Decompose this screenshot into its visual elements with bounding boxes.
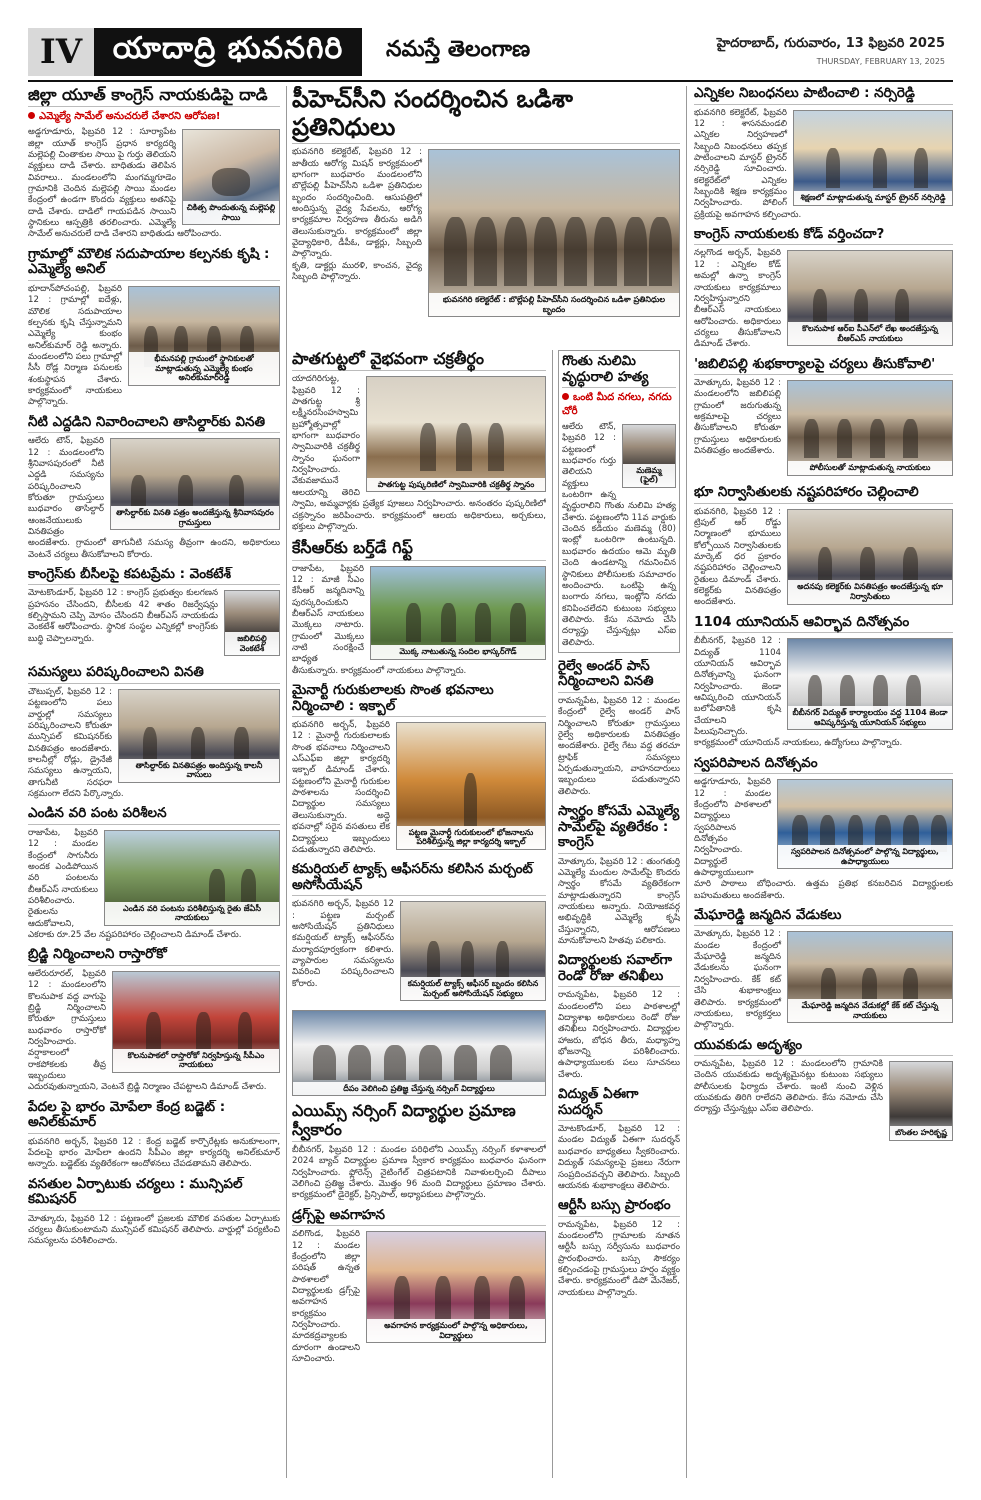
masthead-rule	[28, 80, 953, 82]
article-body: భువనగిరి కలెక్టరేట్, ఫిబ్రవరి 12 : శాసనమండలి ఎన్నికల నిర్వహణలో సిబ్బంది నిబంధనలు తప్పక పాటించాలని మాస్టర్ ట్రైనర్ నర్సిరెడ్డి సూచించారు. కలెక్టరేట్‌లో ఎన్నికల సిబ్బందికి శిక్షణ కార్యక్రమం నిర్వహించారు. పోలింగ్ ప్రక్రియపై అవగాహన కల్పించారు.	[694, 107, 802, 220]
column-3	[558, 350, 680, 1305]
column-divider	[686, 86, 687, 1478]
headline: పేదల పై భారం మోపేలా కేంద్ర బడ్జెట్ : అనిల్‌కుమార్	[28, 1100, 280, 1134]
story-odisha-delegation	[292, 86, 680, 344]
headline: నీటి ఎద్దడిని నివారించాలని తాసిల్దార్‌కు వినతి	[28, 415, 280, 434]
story-dried-paddy	[28, 806, 280, 941]
headline: కాంగ్రెస్‌కు బీసీలపై కపటప్రేమ : వెంకటేశ్	[28, 567, 280, 586]
headline: కేసీఆర్‌కు బర్త్‌డే గిఫ్ట్	[292, 539, 546, 560]
headline: 'జబిలిపల్లి శుభకార్యాలపై చర్యలు తీసుకోవాలి'	[694, 357, 953, 376]
photo	[112, 971, 280, 1073]
article-body: రామన్నపేట, ఫిబ్రవరి 12 : మండలంలోని గ్రామానికి చెందిన యువకుడు అదృశ్యమైనట్లు కుటుంబ సభ్యులు పోలీసులకు ఫిర్యాదు చేశారు. ఇంటి నుంచి వెళ్లిన యువకుడు తిరిగి రాలేదని తెలిపారు. కేసు నమోదు చేసి దర్యాప్తు చేస్తున్నట్లు ఎస్‌ఐ తెలిపారు.	[694, 1059, 883, 1115]
article-body: మోత్కూరు, ఫిబ్రవరి 12 : మండలంలోని జబిలిపల్లి గ్రామంలో జరుగుతున్న అక్రమాలపై చర్యలు తీసుకోవాలని కోరుతూ గ్రామస్తులు అధికారులకు వినతిపత్రం అందజేశారు.	[694, 378, 781, 457]
story-issues-petition	[28, 665, 280, 800]
photo	[110, 438, 280, 530]
headline: విద్యార్థులకు సవాల్‌గా రెండో రోజు తనిఖీలు	[558, 953, 680, 987]
story-aiims-nursing	[292, 1102, 546, 1202]
lead-photo	[428, 149, 680, 317]
story-youth-missing	[694, 1038, 953, 1145]
photo-caption: కొలనుపాకలో రాస్తారోకో నిర్వహిస్తున్న సీపీఎం నాయకులు	[113, 1049, 279, 1072]
bullet-icon	[562, 393, 569, 400]
headline: సమస్యలు పరిష్కరించాలని వినతి	[28, 665, 280, 684]
story-school-inspections	[558, 953, 680, 1081]
article-body: రామన్నపేట, ఫిబ్రవరి 12 : మండలంలోని పలు పాఠశాలల్లో విద్యాశాఖ అధికారులు రెండో రోజు తనిఖీలు నిర్వహించారు. విద్యార్థుల హాజరు, బోధన తీరు, మధ్యాహ్న భోజనాన్ని పరిశీలించారు. ఉపాధ్యాయులకు పలు సూచనలు చేశారు.	[558, 990, 680, 1080]
story-drugs-awareness	[292, 1208, 546, 1366]
portrait-photo	[224, 590, 280, 656]
photo-caption: భీమనపల్లి గ్రామంలో స్థానికులతో మాట్లాడుతున్న ఎమ్మెల్యే కుంభం అనిల్‌కుమార్‌రెడ్డి	[129, 352, 279, 385]
article-body: భువనగిరి అర్బన్, ఫిబ్రవరి 12 : కేంద్ర బడ్జెట్ కార్పొరేట్లకు అనుకూలంగా, పేదలపై భారం మోపేలా ఉందని సీపీఎం జిల్లా కార్యదర్శి అనిల్‌కుమార్ అన్నారు. బడ్జెట్‌కు వ్యతిరేకంగా ఆందోళనలు చేపడతామని తెలిపారు.	[28, 1136, 280, 1170]
photo-caption: దీపం వెలిగించి ప్రతిజ్ఞ చేస్తున్న నర్సింగ్ విద్యార్థులు	[293, 1082, 545, 1096]
article-body: అడ్డగూడూరు, ఫిబ్రవరి 12 : సూర్యాపేట జిల్లా యూత్ కాంగ్రెస్ ప్రధాన కార్యదర్శి మల్లెపల్లి చింతాకుల సాయి పై గుర్తు తెలియని వ్యక్తులు దాడి చేశారు. బాధితుడు తెలిపిన వివరాలు.. మండలంలోని మంగమ్మగూడెం గ్రామానికి చెందిన మల్లెపల్లి సాయి మండల కేంద్రంలో ఉండగా కొందరు వ్యక్తులు అతనిపై దాడి చేశారు. దాడిలో గాయపడిన సాయిని స్థానికులు ఆస్పత్రికి తరలించారు. ఎమ్మెల్యే సామేల్ అనుచరులే దాడి చేశారని బాధితుడు ఆరోపించారు.	[28, 127, 222, 240]
article-body: మోత్కూరు, ఫిబ్రవరి 12 : తుంగతుర్తి ఎమ్మెల్యే మందుల సామేల్‌పై కొందరు స్వార్థం కోసమే వ్యతిరేకంగా మాట్లాడుతున్నారని కాంగ్రెస్ నాయకులు అన్నారు. నియోజకవర్గ అభివృద్ధికి ఎమ్మెల్యే కృషి చేస్తున్నారని, ఆరోపణలు మానుకోవాలని హితవు పలికారు.	[558, 856, 680, 946]
article-body: భువనగిరి అర్బన్, ఫిబ్రవరి 12 : పట్టణ మర్చంట్ అసోసియేషన్ ప్రతినిధులు కమర్షియల్ ట్యాక్స్ ఆఫీసర్‌ను మర్యాదపూర్వకంగా కలిశారు. వ్యాపారుల సమస్యలను వివరించి పరిష్కరించాలని కోరారు.	[292, 899, 394, 989]
headline: కమర్షియల్ ట్యాక్స్ ఆఫీసర్‌ను కలిసిన మర్చంట్ అసోసియేషన్	[292, 862, 546, 896]
article-body: మోత్కూరు, ఫిబ్రవరి 12 : మండల కేంద్రంలో మేఘారెడ్డి జన్మదిన వేడుకలను ఘనంగా నిర్వహించారు. కేక్ కట్ చేసి శుభాకాంక్షలు తెలిపారు. కార్యక్రమంలో నాయకులు, కార్యకర్తలు పాల్గొన్నారు.	[694, 929, 781, 1031]
story-electricity-ae	[558, 1087, 680, 1192]
column-divider	[286, 86, 287, 1478]
photo	[370, 566, 546, 660]
photo-caption: కమర్షియల్ ట్యాక్స్ ఆఫీసర్ బృందం కలిసిన మర్చంట్ అసోసియేషన్ సభ్యులు	[401, 977, 545, 1000]
story-kcr-birthday	[292, 539, 546, 677]
story-mla-samel	[558, 804, 680, 947]
page-number: IV	[28, 28, 94, 76]
portrait-photo	[622, 424, 676, 488]
headline: ఆర్టీసీ బస్సు ప్రారంభం	[558, 1198, 680, 1217]
subheadline: ఎమ్మెల్యే సామేల్ అనుచరులే చేశారని ఆరోపణ!	[28, 110, 280, 124]
story-elderly-murder	[558, 350, 680, 653]
photo	[366, 1231, 546, 1343]
headline: వసతుల ఏర్పాటుకు చర్యలు : మున్సిపల్ కమిషనర్	[28, 1177, 280, 1211]
column-1	[28, 86, 280, 1254]
photo-caption: మేఘారెడ్డి జన్మదిన వేడుకల్లో కేక్ కట్ చేస్తున్న నాయకులు	[788, 999, 952, 1022]
photo	[787, 638, 953, 730]
article-body: భువనగిరి అర్బన్, ఫిబ్రవరి 12 : మైనార్టీ గురుకులాలకు సొంత భవనాలు నిర్మించాలని ఎస్‌ఎఫ్‌ఐ జిల్లా కార్యదర్శి ఇక్బాల్ డిమాండ్ చేశారు. పట్టణంలోని మైనార్టీ గురుకుల పాఠశాలను సందర్శించి విద్యార్థుల సమస్యలు తెలుసుకున్నారు. అద్దె భవనాల్లో సరైన వసతులు లేక విద్యార్థులు ఇబ్బందులు పడుతున్నారని తెలిపారు.	[292, 720, 390, 855]
photo-caption: చికిత్స పొందుతున్న మల్లెపల్లి సాయి	[183, 201, 279, 224]
photo-caption: అదనపు కలెక్టర్‌కు వినతిపత్రం అందజేస్తున్న భూ నిర్వాసితులు	[788, 580, 952, 603]
photo-caption: తాసిల్దార్‌కు వినతిపత్రం అందిస్తున్న కాలనీ వాసులు	[119, 759, 279, 782]
article-body: భూదాన్‌పోచంపల్లి, ఫిబ్రవరి 12 : గ్రామాల్లో ఐదేళ్లు, మౌలిక సదుపాయాల కల్పనకు కృషి చేస్తున్నామని ఎమ్మెల్యే కుంభం అనిల్‌కుమార్ రెడ్డి అన్నారు. మండలంలోని పలు గ్రామాల్లో సీసీ రోడ్ల నిర్మాణ పనులకు శంకుస్థాపన చేశారు. కార్యక్రమంలో నాయకులు పాల్గొన్నారు.	[28, 283, 122, 408]
photo-caption: మణెమ్మ (ఫైల్)	[623, 464, 675, 487]
story-1104-union	[694, 615, 953, 750]
headline: విద్యుత్ ఏఈగా సుదర్శన్	[558, 1087, 680, 1121]
photo	[787, 250, 953, 346]
story-rtc-bus	[558, 1198, 680, 1299]
story-land-compensation	[694, 485, 953, 609]
story-self-governance-day	[694, 756, 953, 902]
lead-headline: పీహెచ్‌సీని సందర్శించిన ఒడిశా ప్రతినిధులు	[292, 86, 680, 144]
photo	[787, 380, 953, 476]
article-body: భువనగిరి, ఫిబ్రవరి 12 : ట్రిపుల్ ఆర్ రోడ్డు నిర్మాణంలో భూములు కోల్పోయిన నిర్వాసితులకు మార్కెట్ ధర ప్రకారం నష్టపరిహారం చెల్లించాలని రైతులు డిమాండ్ చేశారు. కలెక్టర్‌కు వినతిపత్రం అందజేశారు.	[694, 506, 781, 608]
article-body: మోత్కూరు, ఫిబ్రవరి 12 : పట్టణంలో ప్రజలకు మౌలిక వసతుల ఏర్పాటుకు చర్యలు తీసుకుంటామని మున్సిపల్ కమిషనర్ తెలిపారు. వార్డుల్లో పర్యటించి సమస్యలను పరిశీలించారు.	[28, 1213, 280, 1247]
photo-caption: శిక్షణలో మాట్లాడుతున్న మాస్టర్ ట్రైనర్ నర్సిరెడ్డి	[794, 191, 952, 205]
headline: ఎయిమ్స్ నర్సింగ్ విద్యార్థుల ప్రమాణ స్వీకారం	[292, 1102, 546, 1142]
masthead	[28, 28, 953, 76]
story-youth-congress-attack	[28, 86, 280, 241]
photo-caption: కొలనుపాక ఆర్ఐ పీఎన్‌లో లేఖ అందజేస్తున్న బీఆర్‌ఎస్ నాయకులు	[788, 322, 952, 345]
lead-story-area	[292, 86, 680, 350]
column-2	[292, 350, 546, 1371]
story-nursing-photo	[292, 1010, 546, 1096]
photo	[118, 689, 280, 783]
story-megha-reddy-birthday	[694, 908, 953, 1032]
photo	[400, 901, 546, 1001]
article-body: మోటకొండూర్, ఫిబ్రవరి 12 : మండల విద్యుత్ ఏఈగా సుదర్శన్ బుధవారం బాధ్యతలు స్వీకరించారు. విద్యుత్ సమస్యలపై ప్రజలు నేరుగా సంప్రదించవచ్చని తెలిపారు. సిబ్బంది ఆయనకు శుభాకాంక్షలు తెలిపారు.	[558, 1124, 680, 1191]
photo	[396, 722, 546, 850]
column-divider	[552, 350, 553, 1478]
story-bridge-rasta-roko	[28, 947, 280, 1093]
story-central-budget	[28, 1100, 280, 1171]
photo	[793, 110, 953, 206]
photo	[128, 286, 280, 386]
photo-caption: పట్టణ మైనార్టీ గురుకులంలో భోజనాలను పరిశీలిస్తున్న జిల్లా కార్యదర్శి ఇక్బాల్	[397, 826, 545, 849]
article-body: బీబీనగర్, ఫిబ్రవరి 12 : విద్యుత్ 1104 యూనియన్ ఆవిర్భావ దినోత్సవాన్ని ఘనంగా నిర్వహించారు. జెండా ఆవిష్కరించి యూనియన్ బలోపేతానికి కృషి చేయాలని పిలుపునిచ్చారు. కార్యక్రమంలో యూనియన్ నాయకులు, ఉద్యోగులు పాల్గొన్నారు.	[694, 636, 903, 749]
photo-caption: జబిలిపల్లి వెంకటేశ్	[225, 632, 279, 655]
article-body: ఆలేరు టౌన్, ఫిబ్రవరి 12 : పట్టణంలో బుధవారం గుర్తు తెలియని వ్యక్తులు ఒంటరిగా ఉన్న వృద్ధురాలిని గొంతు నులిమి హత్య చేశారు. పట్టణంలోని 11వ వార్డుకు చెందిన కడియం మణెమ్మ (80) ఇంట్లో ఒంటరిగా ఉంటున్నది. బుధవారం ఉదయం ఆమె మృతి చెంది ఉండటాన్ని గమనించిన స్థానికులు పోలీసులకు సమాచారం అందించారు. ఒంటిపై ఉన్న బంగారు నగలు, ఇంట్లోని నగదు కనిపించలేదని కుటుంబ సభ్యులు తెలిపారు. కేసు నమోదు చేసి దర్యాప్తు చేస్తున్నట్లు ఎస్‌ఐ తెలిపారు.	[562, 422, 676, 648]
story-village-infrastructure	[28, 247, 280, 409]
article-body: ఆలేరురూరల్, ఫిబ్రవరి 12 : మండలంలోని కొలనుపాక వద్ద వాగుపై బ్రిడ్జి నిర్మించాలని కోరుతూ గ్రామస్తులు బుధవారం రాస్తారోకో నిర్వహించారు. వర్షాకాలంలో రాకపోకలకు తీవ్ర ఇబ్బందులు ఎదురవుతున్నాయని, వెంటనే బ్రిడ్జి నిర్మాణం చేపట్టాలని డిమాండ్ చేశారు.	[28, 968, 267, 1093]
date-telugu: హైదరాబాద్, గురువారం, 13 ఫిబ్రవరి 2025	[716, 36, 945, 51]
article-body: వలిగొండ, ఫిబ్రవరి 12 : మండల కేంద్రంలోని జిల్లా పరిషత్ ఉన్నత పాఠశాలలో విద్యార్థులకు డ్రగ్స్‌పై అవగాహన కార్యక్రమం నిర్వహించారు. మాదకద్రవ్యాలకు దూరంగా ఉండాలని సూచించారు.	[292, 1229, 360, 1365]
story-municipal-facilities	[28, 1177, 280, 1248]
headline: జిల్లా యూత్ కాంగ్రెస్ నాయకుడిపై దాడి	[28, 86, 280, 107]
article-body: చౌటుప్పల్, ఫిబ్రవరి 12 : పట్టణంలోని పలు వార్డుల్లో సమస్యలు పరిష్కరించాలని కోరుతూ మున్సిపల్ కమిషనర్‌కు వినతిపత్రం అందజేశారు. కాలనీల్లో రోడ్లు, డ్రైనేజీ సమస్యలు ఉన్నాయని, తాగునీటి సరఫరా సక్రమంగా లేదని పేర్కొన్నారు.	[28, 686, 124, 800]
story-congress-bc	[28, 567, 280, 660]
headline: పాతగుట్టలో వైభవంగా చక్రతీర్థం	[292, 350, 546, 371]
article-body: మోటకొండూర్, ఫిబ్రవరి 12 : కాంగ్రెస్ ప్రభుత్వం కులగణన ప్రహసనం చేసిందని, బీసీలకు 42 శాతం రిజర్వేషన్లు కల్పిస్తామని చెప్పి మోసం చేసిందని బీఆర్‌ఎస్ నాయకుడు వెంకటేశ్ ఆరోపించారు. స్థానిక సంస్థల ఎన్నికల్లో కాంగ్రెస్‌కు బుద్ధి చెప్పాలన్నారు.	[28, 588, 218, 644]
story-election-rules	[694, 86, 953, 221]
photo	[366, 376, 546, 492]
district-title: యాదాద్రి భువనగిరి	[94, 28, 362, 76]
photo-caption: పోలీసులతో మాట్లాడుతున్న నాయకులు	[788, 461, 952, 475]
photo-caption: బీబీనగర్ విద్యుత్ కార్యాలయం వద్ద 1104 జెండా ఆవిష్కరిస్తున్న యూనియన్ సభ్యులు	[788, 706, 952, 729]
column-4	[694, 86, 953, 1150]
headline: రైల్వే అండర్ పాస్ నిర్మించాలని వినతి	[558, 659, 680, 693]
date-english: THURSDAY, FEBRUARY 13, 2025	[816, 57, 945, 66]
story-railway-underpass	[558, 659, 680, 798]
article-body: రామన్నపేట, ఫిబ్రవరి 12 : మండల కేంద్రంలో రైల్వే అండర్ పాస్ నిర్మించాలని కోరుతూ గ్రామస్తులు రైల్వే అధికారులకు వినతిపత్రం అందజేశారు. రైల్వే గేటు వద్ద తరచూ ట్రాఫిక్ సమస్యలు ఏర్పడుతున్నాయని, వాహనదారులు ఇబ్బందులు పడుతున్నారని తెలిపారు.	[558, 695, 680, 797]
story-merchant-association	[292, 862, 546, 1004]
headline: స్వార్థం కోసమే ఎమ్మెల్యే సామేల్‌పై వ్యతిరేకం : కాంగ్రెస్	[558, 804, 680, 854]
photo-caption: తాసిల్దార్‌కు వినతి పత్రం అందజేస్తున్న శ్రీనివాసపురం గ్రామస్తులు	[111, 506, 279, 529]
headline: బ్రిడ్జి నిర్మించాలని రాస్తారోకో	[28, 947, 280, 966]
headline: యువకుడు అదృశ్యం	[694, 1038, 953, 1057]
headline: గొంతు నులిమి వృద్ధురాలి హత్య	[562, 354, 676, 388]
headline: ఎండిన వరి పంట పరిశీలన	[28, 806, 280, 825]
photo-caption: భువనగిరి కలెక్టరేట్ : బొల్లేపల్లి పీహెచ్‌సీని సందర్శించిన ఒడిశా ప్రతినిధుల బృందం	[429, 293, 679, 316]
article-body-continued: కృతి, డాక్టర్లు మురళి, కాంచన, వైద్య సిబ్బంది పాల్గొన్నారు.	[292, 260, 422, 282]
photo-caption: అవగాహన కార్యక్రమంలో పాల్గొన్న అధికారులు, విద్యార్థులు	[367, 1319, 545, 1342]
headline: స్వపరిపాలన దినోత్సవం	[694, 756, 953, 775]
headline: గ్రామాల్లో మౌలిక సదుపాయాల కల్పనకు కృషి : ఎమ్మెల్యే అనిల్	[28, 247, 280, 281]
article-body: అడ్డగూడూరు, ఫిబ్రవరి 12 : మండల కేంద్రంలోని పాఠశాలలో విద్యార్థులు స్వపరిపాలన దినోత్సవం నిర్వహించారు. విద్యార్థులే ఉపాధ్యాయులుగా మారి పాఠాలు బోధించారు. ఉత్తమ ప్రతిభ కనబరిచిన విద్యార్థులకు బహుమతులు అందజేశారు.	[694, 777, 953, 901]
story-congress-code	[694, 227, 953, 351]
article-body: రాజాపేట, ఫిబ్రవరి 12 : మాజీ సీఎం కేసీఆర్ జన్మదినాన్ని పురస్కరించుకుని బీఆర్‌ఎస్ నాయకులు మొక్కలు నాటారు. గ్రామంలో మొక్కలు నాటి సంరక్షించే బాధ్యత తీసుకున్నారు. కార్యక్రమంలో నాయకులు పాల్గొన్నారు.	[292, 563, 467, 676]
headline: మైనార్టీ గురుకులాలకు సొంత భవనాలు నిర్మించాలి : ఇక్బాల్	[292, 683, 546, 717]
photo	[787, 931, 953, 1023]
photo	[182, 129, 280, 225]
photo-caption: స్వపరిపాలన దినోత్సవంలో పాల్గొన్న విద్యార్థులు, ఉపాధ్యాయులు	[778, 845, 952, 868]
story-minority-gurukul	[292, 683, 546, 856]
photo	[787, 509, 953, 605]
headline: భూ నిర్వాసితులకు నష్టపరిహారం చెల్లించాలి	[694, 485, 953, 504]
headline: కాంగ్రెస్ నాయకులకు కోడ్ వర్తించదా?	[694, 227, 953, 246]
headline: డ్రగ్స్‌పై అవగాహన	[292, 1208, 546, 1227]
dateline	[692, 28, 953, 76]
photo-caption: ఎండిన వరి పంటను పరిశీలిస్తున్న రైతు జేఏసీ నాయకులు	[105, 902, 279, 925]
photo	[777, 779, 953, 869]
headline: 1104 యూనియన్ ఆవిర్భావ దినోత్సవం	[694, 615, 953, 634]
article-body: రామన్నపేట, ఫిబ్రవరి 12 : మండలంలోని గ్రామాలకు నూతన ఆర్టీసీ బస్సు సర్వీసును బుధవారం ప్రారంభించారు. బస్సు సౌకర్యం కల్పించడంపై గ్రామస్తులు హర్షం వ్యక్తం చేశారు. కార్యక్రమంలో డిపో మేనేజర్, నాయకులు పాల్గొన్నారు.	[558, 1219, 680, 1298]
headline: ఎన్నికల నిబంధనలు పాటించాలి : నర్సిరెడ్డి	[694, 86, 953, 105]
bullet-icon	[28, 112, 35, 119]
story-jabilipalli	[694, 357, 953, 480]
article-body: భువనగిరి కలెక్టరేట్, ఫిబ్రవరి 12 : జాతీయ ఆరోగ్య మిషన్ కార్యక్రమంలో భాగంగా బుధవారం మండలంలోని బొల్లేపల్లి పీహెచ్‌సీని ఒడిశా ప్రతినిధుల బృందం సందర్శించింది. ఆసుపత్రిలో అందిస్తున్న వైద్య సేవలను, ఆరోగ్య కార్యక్రమాల నిర్వహణ తీరును అడిగి తెలుసుకున్నారు. కార్యక్రమంలో జిల్లా వైద్యాధికారి, డీపీఓ, డాక్టర్లు, సిబ్బంది పాల్గొన్నారు.	[292, 147, 422, 260]
story-water-scarcity	[28, 415, 280, 561]
subheadline: ఒంటి మీద నగలు, నగదు చోరీ	[562, 392, 672, 418]
photo-caption: మొక్క నాటుతున్న సందిల భాస్కర్‌గౌడ్	[371, 645, 545, 659]
article-body: యాదగిరిగుట్ట, ఫిబ్రవరి 12 : పాతగుట్ట శ్రీ లక్ష్మీనరసింహస్వామి బ్రహ్మోత్సవాల్లో భాగంగా బుధవారం స్వామివారికి చక్రతీర్థ స్నానం ఘనంగా నిర్వహించారు. వేకువజామునే ఆలయాన్ని తెరిచి స్వామి, అమ్మవార్లకు ప్రత్యేక పూజలు నిర్వహించారు. అనంతరం పుష్కరిణిలో చక్రస్నానం జరిపించారు. కార్యక్రమంలో ఆలయ అధికారులు, అర్చకులు, భక్తులు పాల్గొన్నారు.	[292, 374, 546, 532]
wide-photo	[292, 1010, 546, 1096]
headline: మేఘారెడ్డి జన్మదిన వేడుకలు	[694, 908, 953, 927]
photo	[104, 830, 280, 926]
newspaper-brand: నమస్తే తెలంగాణ	[386, 37, 531, 62]
story-chakratheertham	[292, 350, 546, 533]
article-body: బీబీనగర్, ఫిబ్రవరి 12 : మండల పరిధిలోని ఎయిమ్స్ నర్సింగ్ కళాశాలలో 2024 బ్యాచ్ విద్యార్థుల ప్రమాణ స్వీకార కార్యక్రమం బుధవారం ఘనంగా నిర్వహించారు. ఫ్లోరెన్స్ నైటింగేల్ చిత్రపటానికి నివాళులర్పించి దీపాలు వెలిగించి ప్రతిజ్ఞ చేశారు. మొత్తం 96 మంది విద్యార్థులు ప్రమాణం చేశారు. కార్యక్రమంలో డైరెక్టర్, ప్రిన్సిపాల్, అధ్యాపకులు పాల్గొన్నారు.	[292, 1145, 546, 1201]
photo-caption: బొంతల హరికృష్ణ	[890, 1126, 952, 1140]
article-body: ఆలేరు టౌన్, ఫిబ్రవరి 12 : మండలంలోని శ్రీనివాసపురంలో నీటి ఎద్దడి సమస్యను పరిష్కరించాలని కోరుతూ గ్రామస్తులు బుధవారం తాసిల్దార్ ఆంజనేయులుకు వినతిపత్రం అందజేశారు. గ్రామంలో తాగునీటి సమస్య తీవ్రంగా ఉందని, అధికారులు వెంటనే చర్యలు తీసుకోవాలని కోరారు.	[28, 436, 280, 560]
photo-caption: పాతగుట్ట పుష్కరిణిలో స్వామివారికి చక్రతీర్థ స్నానం	[367, 478, 545, 492]
article-body: నల్లగొండ అర్బన్, ఫిబ్రవరి 12 : ఎన్నికల కోడ్ అమల్లో ఉన్నా కాంగ్రెస్ నాయకులు కార్యక్రమాలు నిర్వహిస్తున్నారని బీఆర్‌ఎస్ నాయకులు ఆరోపించారు. అధికారులు చర్యలు తీసుకోవాలని డిమాండ్ చేశారు.	[694, 248, 781, 350]
portrait-photo	[889, 1061, 953, 1141]
article-body: రాజాపేట, ఫిబ్రవరి 12 : మండల కేంద్రంలో సాగునీరు అందక ఎండిపోయిన వరి పంటలను బీఆర్‌ఎస్ నాయకులు పరిశీలించారు. రైతులను ఆదుకోవాలని, ఎకరాకు రూ.25 వేల నష్టపరిహారం చెల్లించాలని డిమాండ్ చేశారు.	[28, 827, 242, 941]
